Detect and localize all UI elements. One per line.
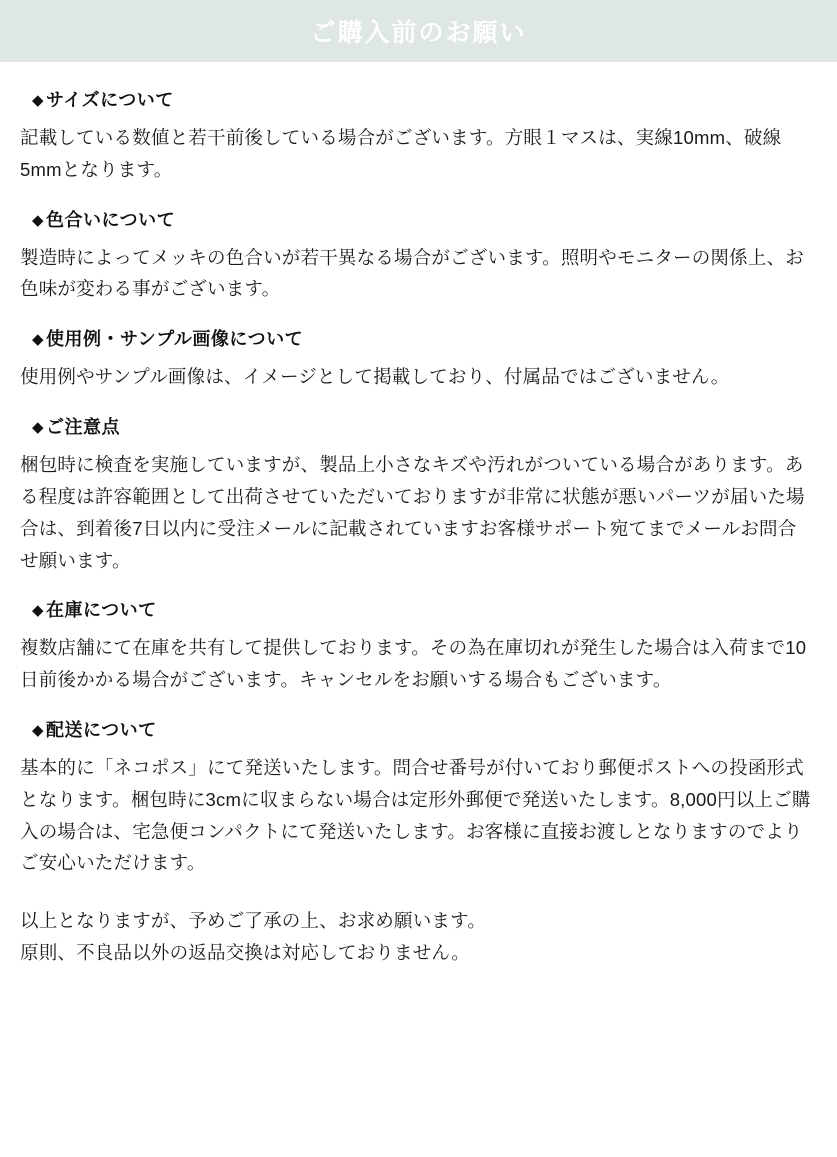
section-heading: [18, 413, 819, 439]
section-heading-label: サイズについて: [46, 90, 174, 110]
diamond-icon: ◆: [32, 721, 45, 739]
section-body: 梱包時に検査を実施していますが、製品上小さなキズや汚れがついている場合があります。ある程度は許容範囲として出荷させていただいておりますが非常に状態が悪いパーツが届いた場合は、到着後7日以内に受注メールに記載されていますお客様サポート宛てまでメールお問合せ願います。: [20, 454, 805, 571]
section-heading: [18, 206, 819, 232]
diamond-icon: ◆: [32, 331, 45, 349]
section-size: [18, 86, 819, 186]
section-heading: [18, 716, 819, 742]
closing-line-1: 以上となりますが、予めご了承の上、お求め願います。: [20, 910, 487, 932]
diamond-icon: ◆: [32, 211, 45, 229]
closing-line-2: 原則、不良品以外の返品交換は対応しておりません。: [20, 942, 470, 963]
page-title: ご購入前のお願い: [310, 19, 527, 47]
section-heading-label: ご注意点: [46, 417, 121, 438]
section-body: 使用例やサンプル画像は、イメージとして掲載しており、付属品ではございません。: [20, 366, 730, 388]
diamond-icon: ◆: [32, 419, 45, 437]
section-caution: [18, 413, 819, 576]
section-heading: [18, 325, 819, 351]
section-body: 複数店舗にて在庫を共有して提供しております。その為在庫切れが発生した場合は入荷まで10日前後かかる場合がございます。キャンセルをお願いする場合もございます。: [20, 637, 807, 691]
section-body: 基本的に「ネコポス」にて発送いたします。問合せ番号が付いており郵便ポストへの投函形式となります。梱包時に3cmに収まらない場合は定形外郵便で発送いたします。8,000円以上ご購入の場合は、宅急便コンパクトにて発送いたします。お客様に直接お渡しとなりますのでよりご安心いただけます。: [20, 756, 811, 874]
section-heading: [18, 596, 819, 622]
section-heading-label: 色合いについて: [46, 209, 176, 230]
section-heading: [18, 86, 819, 112]
section-heading-label: 配送について: [46, 719, 157, 740]
section-stock: [18, 596, 819, 696]
diamond-icon: ◆: [32, 602, 45, 620]
section-heading-label: 在庫について: [46, 600, 157, 621]
section-shipping: [18, 716, 819, 879]
notice-content: [0, 86, 837, 969]
section-body: 製造時によってメッキの色合いが若干異なる場合がございます。照明やモニターの関係上、お色味が変わる事がございます。: [20, 246, 804, 300]
closing-note: [18, 905, 819, 969]
section-color: [18, 206, 819, 306]
section-sample-image: [18, 325, 819, 393]
section-body: 記載している数値と若干前後している場合がございます。方眼１マスは、実線10mm、破線5mmとなります。: [20, 127, 782, 180]
section-heading-label: 使用例・サンプル画像について: [46, 329, 304, 350]
page-header: [0, 0, 837, 62]
diamond-icon: ◆: [32, 92, 45, 109]
